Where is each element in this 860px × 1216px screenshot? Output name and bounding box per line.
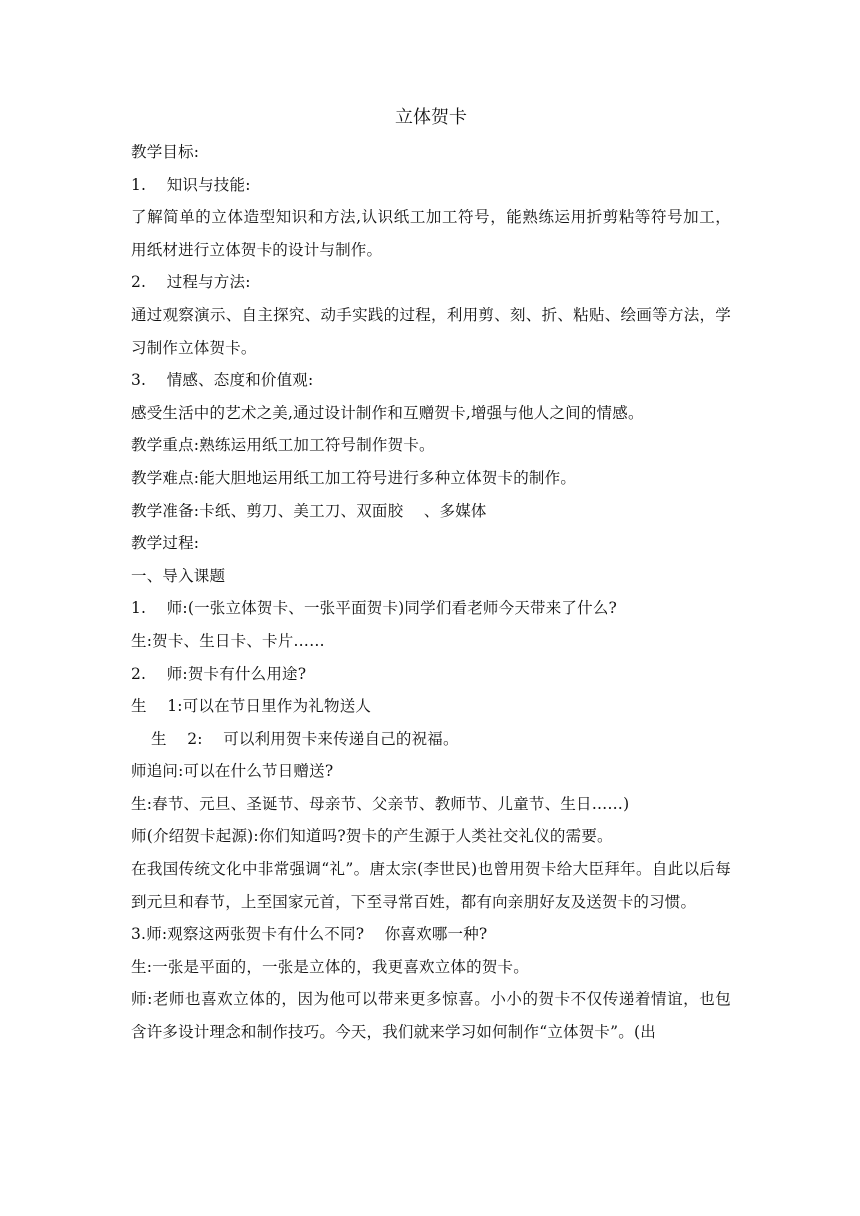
document-body — [131, 100, 731, 1049]
objective-text-3: 感受生活中的艺术之美,通过设计制作和互赠贺卡,增强与他人之间的情感。 — [131, 403, 644, 422]
dialogue-line: 师(介绍贺卡起源):你们知道吗?贺卡的产生源于人类社交礼仪的需要。 — [131, 827, 613, 846]
paragraph-teacher: 师:老师也喜欢立体的，因为他可以带来更多惊喜。小小的贺卡不仅传递着情谊，也包含许多设计理念和制作技巧。今天，我们就来学习如何制作“立体贺卡”。(出 — [131, 990, 731, 1042]
dialogue-line: 2. 师:贺卡有什么用途? — [131, 664, 307, 683]
dialogue-line: 生 2: 可以利用贺卡来传递自己的祝福。 — [151, 729, 459, 748]
objective-heading-3: 3. 情感、态度和价值观: — [131, 371, 314, 390]
dialogue-line: 师追问:可以在什么节日赠送? — [131, 762, 334, 781]
section-heading-process: 教学过程: — [131, 534, 200, 553]
objective-text-2: 通过观察演示、自主探究、动手实践的过程，利用剪、刻、折、粘贴、绘画等方法，学习制作立体贺卡。 — [131, 305, 731, 357]
objective-heading-2: 2. 过程与方法: — [131, 273, 251, 292]
dialogue-line: 3.师:观察这两张贺卡有什么不同? 你喜欢哪一种? — [131, 925, 488, 944]
dialogue-line: 生:春节、元旦、圣诞节、母亲节、父亲节、教师节、儿童节、生日……) — [131, 794, 630, 813]
part-heading-intro: 一、导入课题 — [131, 566, 226, 585]
dialogue-line: 1. 师:(一张立体贺卡、一张平面贺卡)同学们看老师今天带来了什么? — [131, 599, 618, 618]
objective-text-1: 了解简单的立体造型知识和方法,认识纸工加工符号，能熟练运用折剪粘等符号加工，用纸材进行立体贺卡的设计与制作。 — [131, 208, 731, 259]
dialogue-line: 生:贺卡、生日卡、卡片…… — [131, 631, 325, 650]
section-heading-objectives: 教学目标: — [131, 143, 200, 161]
paragraph-origin: 在我国传统文化中非常强调“礼”。唐太宗(李世民)也曾用贺卡给大臣拜年。自此以后每到元旦和春节，上至国家元首，下至寻常百姓，都有向亲朋好友及送贺卡的习惯。 — [131, 860, 731, 911]
page-title: 立体贺卡 — [395, 107, 467, 128]
dialogue-line: 生:一张是平面的，一张是立体的，我更喜欢立体的贺卡。 — [131, 957, 529, 976]
dialogue-line: 生 1:可以在节日里作为礼物送人 — [131, 697, 372, 716]
key-point: 教学重点:熟练运用纸工加工符号制作贺卡。 — [131, 436, 435, 455]
objective-heading-1: 1. 知识与技能: — [131, 175, 251, 194]
difficult-point: 教学难点:能大胆地运用纸工加工符号进行多种立体贺卡的制作。 — [131, 468, 577, 487]
preparation: 教学准备:卡纸、剪刀、美工刀、双面胶 、多媒体 — [131, 501, 487, 520]
